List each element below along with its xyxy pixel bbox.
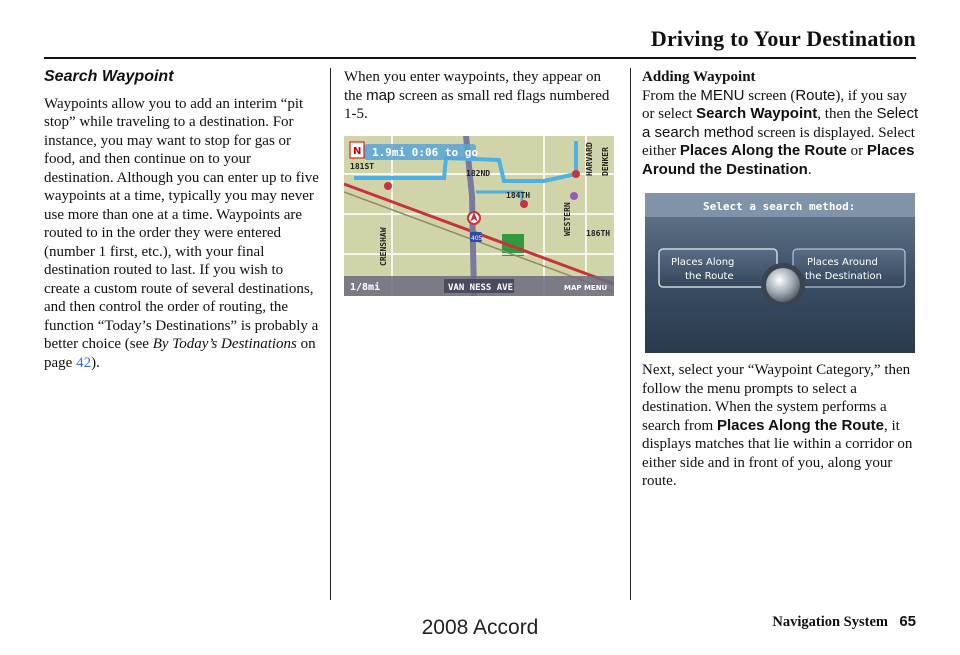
option-places-along-route[interactable] [659,249,777,287]
text: or [846,143,867,159]
street-label: DENKER [601,146,610,176]
search-waypoint-keyword: Search Waypoint [696,105,818,122]
page-number: 65 [899,613,916,630]
street-label: CRENSHAW [379,226,388,266]
map-keyword: map [366,86,396,104]
select-method-keyword: Select a search method [642,105,919,141]
option-label: Places Around [807,257,878,268]
distance-banner: 1.9mi 0:06 to go [372,145,478,159]
column-divider [630,68,631,600]
street-label: HARVARD [585,141,594,176]
option-label: the Destination [805,271,882,282]
text: From the [642,87,701,104]
text: Waypoints allow you to add an interim “pit stop” while traveling to a destination. For instance, you may want to stop for gas or food, and then continue on to your destination. Although you can enter up to five waypoints at a time, typically you may never use more than one at a time. Waypoints are routed to in the order they were entered (number 1 first, etc.), with your final destination routed to last. If you wish to create a custom route of several destinations, and then control the order of routing, the function “Today’s Destinations” is probably a better choice (see [44,95,319,352]
highway-shield-icon: 405 [471,234,483,242]
street-label: 181ST [350,161,375,171]
search-method-screenshot [645,193,915,353]
street-label: 184TH [506,190,531,200]
page-link[interactable]: 42 [76,354,92,371]
paragraph [344,68,620,124]
current-street: VAN NESS AVE [448,282,514,293]
option-keyword: Places Along the Route [716,416,884,434]
menu-keyword: MENU [700,86,745,104]
text: Next, select your “Waypoint Category,” then follow the menu prompts to select a destination. When the system performs a search from [642,362,911,434]
text: on page [44,336,316,371]
watermark: 2008 Accord [421,616,539,639]
option-keyword: Places Along the Route [679,142,847,159]
column-adding-waypoint [642,68,920,491]
page-header-title: Driving to Your Destination [650,26,916,51]
column-divider [330,68,331,600]
route-keyword: Route [795,86,836,104]
section-title: Adding Waypoint [642,69,756,85]
column-waypoints-map [344,68,620,296]
text: screen ( [744,87,796,104]
paragraph [44,95,320,373]
option-keyword: Places Around the Destination [642,142,915,178]
map-scale: 1/8mi [350,281,381,293]
option-label: the Route [685,271,734,282]
option-places-around-destination[interactable] [793,249,905,287]
paragraph [642,87,920,180]
street-label: 186TH [586,228,611,238]
text: ), if you say or select [642,87,908,122]
street-label: 182ND [466,168,491,178]
map-screenshot [344,136,614,296]
text: screen is displayed. Select either [642,124,915,159]
text: , it displays matches that lie within a corridor on either side and in front of you, along your route. [642,417,913,489]
map-menu-label: MAP MENU [564,283,608,292]
text: ). [91,354,100,371]
paragraph [642,361,920,491]
text: . [807,161,812,178]
option-label: Places Along [671,257,735,268]
street-label: WESTERN [563,201,572,236]
column-search-waypoint [44,68,320,372]
section-title: Search Waypoint [44,68,174,85]
text: When you enter waypoints, they appear on the [344,69,601,104]
text: screen as small red flags numbered 1-5. [344,87,610,122]
cross-reference: By Today’s Destinations [152,336,297,352]
compass-icon: N [353,145,362,157]
dialog-header: Select a search method: [703,200,856,213]
header-rule [44,57,916,59]
footer-system-label: Navigation System [772,614,888,630]
text: , then the [817,106,877,122]
